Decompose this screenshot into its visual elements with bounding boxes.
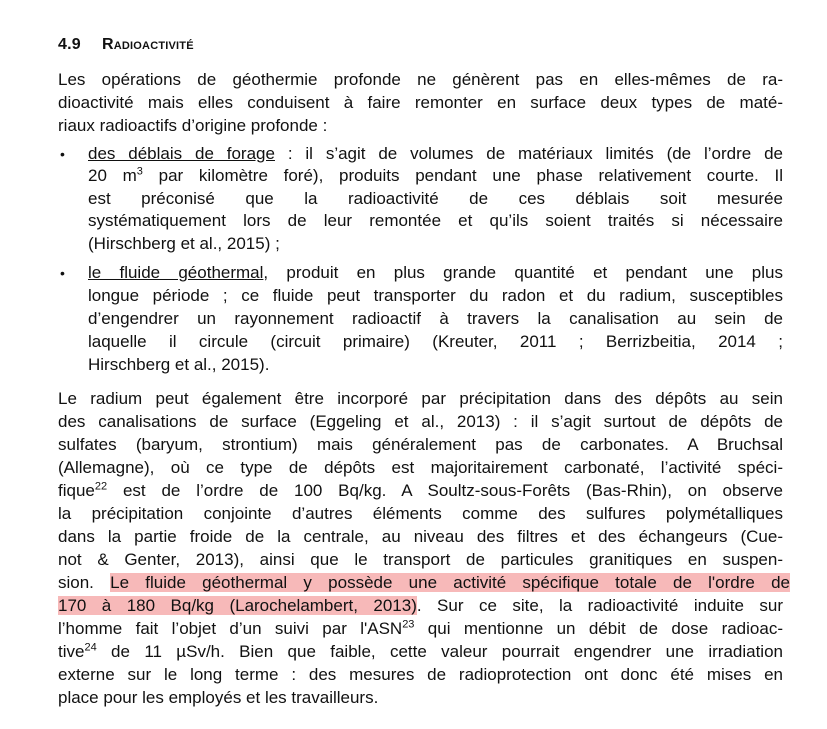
section-title: Radioactivité xyxy=(102,36,194,53)
intro-line-2: dioactivité mais elles conduisent à faire remonter en surface deux types de maté- xyxy=(58,93,783,112)
bullet1-term: des déblais de forage xyxy=(88,144,275,163)
intro-line-3: riaux radioactifs d’origine profonde : xyxy=(58,116,328,135)
para2-line-2: des canalisations de surface (Eggeling et al., 2013) : il s’agit surtout de dépôts de xyxy=(58,412,783,431)
bullet2-line-3: d’engendrer un rayonnement radioactif à travers la canalisation au sein de xyxy=(88,309,783,328)
intro-line-1: Les opérations de géothermie profonde ne génèrent pas en elles-mêmes de ra- xyxy=(58,70,783,89)
bullet1-line-1: des déblais de forage : il s’agit de volumes de matériaux limités (de l’ordre de xyxy=(88,144,783,163)
para2-line-6: la précipitation conjointe d’autres éléments comme des sulfures polymétalliques xyxy=(58,504,783,523)
bullet1-line-2: 20 $m^3$ par kilomètre foré), produits pendant une phase relativement courte. Il xyxy=(88,165,784,185)
section-heading xyxy=(58,36,194,54)
section-number: 4.9 xyxy=(58,36,81,53)
para2-line-8: not & Genter, 2013), ainsi que le transport de particules granitiques en suspen- xyxy=(58,550,783,569)
highlight-2: 170 à 180 Bq/kg (Larochelambert, 2013) xyxy=(58,596,417,615)
bullet-marker: • xyxy=(60,146,65,162)
para2-line-10: 170 à 180 Bq/kg (Larochelambert, 2013). Sur ce site, la radioactivité induite sur xyxy=(58,596,783,615)
para2-line-11: l’homme fait l’objet d’un suivi par l'ASN$^{23}$ qui mentionne un débit de dose radioac- xyxy=(58,618,783,638)
bullet2-line-4: laquelle il circule (circuit primaire) (Kreuter, 2011 ; Berrizbeitia, 2014 ; xyxy=(88,332,783,351)
bullet1-line-4: systématiquement lors de leur remontée et qu’ils soient traités si nécessaire xyxy=(88,211,783,230)
bullet-marker: • xyxy=(60,265,65,281)
para2-line-14: place pour les employés et les travailleurs. xyxy=(58,688,379,707)
para2-line-7: dans la partie froide de la centrale, au niveau des filtres et des échangeurs (Cue- xyxy=(58,527,783,546)
bullet2-line-2: longue période ; ce fluide peut transporter du radon et du radium, susceptibles xyxy=(88,286,783,305)
para2-line-9: sion. Le fluide géothermal y possède une activité spécifique totale de l'ordre de xyxy=(58,573,790,592)
para2-line-13: externe sur le long terme : des mesures de radioprotection ont donc été mises en xyxy=(58,665,783,684)
para2-line-12: tive$^{24}$ de 11 µSv/h. Bien que faible, cette valeur pourrait engendrer une irradiation xyxy=(58,641,783,661)
bullet2-line-1: le fluide géothermal, produit en plus grande quantité et pendant une plus xyxy=(88,263,783,282)
bullet1-line-5: (Hirschberg et al., 2015) ; xyxy=(88,234,280,253)
bullet2-line-5: Hirschberg et al., 2015). xyxy=(88,355,270,374)
para2-line-4: (Allemagne), où ce type de dépôts est majoritairement carbonaté, l’activité spéci- xyxy=(58,458,783,477)
highlight-1: Le fluide géothermal y possède une activité spécifique totale de l'ordre de xyxy=(110,573,790,592)
para2-line-1: Le radium peut également être incorporé par précipitation dans des dépôts au sein xyxy=(58,389,783,408)
bullet2-term: le fluide géothermal xyxy=(88,263,264,282)
para2-line-5: fique$^{22}$ est de l’ordre de 100 Bq/kg. A Soultz-sous-Forêts (Bas-Rhin), on observe xyxy=(58,480,783,500)
para2-line-3: sulfates (baryum, strontium) mais généralement pas de carbonates. A Bruchsal xyxy=(58,435,783,454)
bullet1-line-3: est préconisé que la radioactivité de ces déblais soit mesurée xyxy=(88,189,783,208)
